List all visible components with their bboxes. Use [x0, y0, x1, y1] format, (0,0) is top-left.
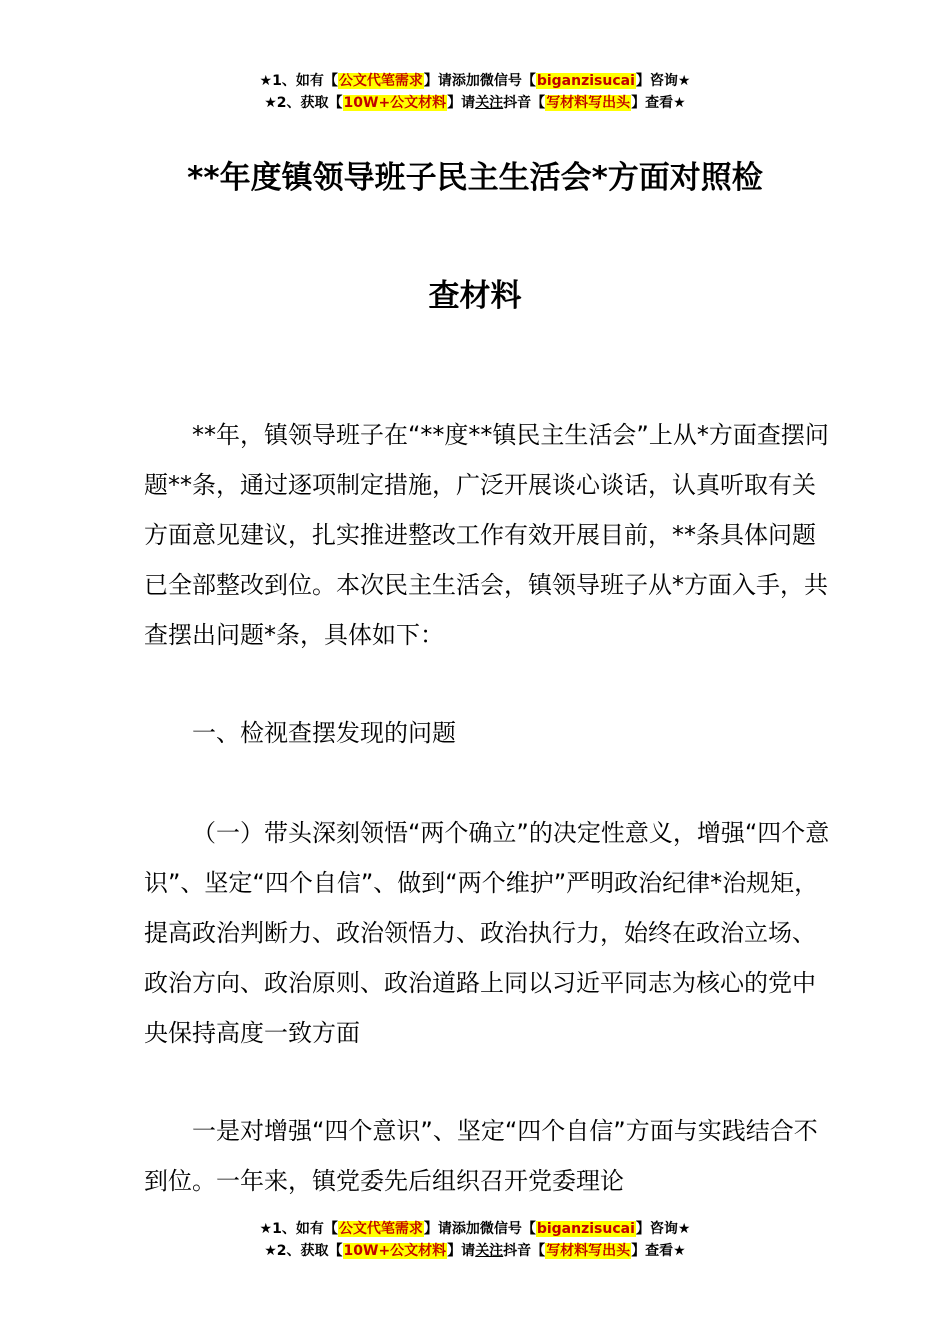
banner-text: 加	[465, 73, 480, 89]
banner-text: 】请	[447, 95, 476, 111]
paragraph-point-one	[144, 1106, 834, 1206]
highlight-text: 写材料写出头	[546, 95, 631, 111]
highlight-text: biganzisucai	[536, 1221, 635, 1237]
paragraph-text: （一）带头深刻领悟“两个确立”的决定性意义，增强“四个意识”、坚定“四个自信”、做到“两个维护”严明政治纪律*治规矩，提高政治判断力、政治领悟力、政治执行力，始终在政治立场、政治方向、政治原则、政治道路上同以习近平同志为核心的党中央保持高度一致方面	[144, 819, 830, 1047]
highlight-text: 写材料写出头	[546, 1243, 631, 1259]
banner-text: ★2、获取【	[264, 1243, 343, 1259]
document-title-line-2: 查材料	[428, 278, 522, 314]
heading-text: 一、检视查摆发现的问题	[192, 719, 456, 747]
highlight-text: biganzisucai	[536, 73, 635, 89]
banner-text: 抖音【	[503, 95, 546, 111]
banner-line-1	[0, 70, 950, 92]
highlight-text: 公文代笔需求	[338, 1221, 423, 1237]
banner-text: ★1、如有【	[259, 73, 338, 89]
banner-text: 】请添	[423, 73, 466, 89]
banner-text: 】请	[447, 1243, 476, 1259]
banner-text: 】咨询★	[635, 1221, 691, 1237]
banner-text: ★2、获取【	[264, 95, 343, 111]
paragraph-text: 一是对增强“四个意识”、坚定“四个自信”方面与实践结合不到位。一年来，镇党委先后组织召开党委理论	[144, 1117, 818, 1195]
banner-text: 抖音【	[503, 1243, 546, 1259]
banner-text: 】请添	[423, 1221, 466, 1237]
banner-text: 微信号【	[479, 1221, 536, 1237]
banner-text: 微信号【	[479, 73, 536, 89]
paragraph-subsection	[144, 808, 834, 1058]
banner-text: 】咨询★	[635, 73, 691, 89]
footer-banner	[0, 1218, 950, 1262]
banner-text: ★1、如有【	[259, 1221, 338, 1237]
banner-line-1	[0, 1218, 950, 1240]
highlight-text: 10W+公文材料	[343, 95, 447, 111]
banner-line-2	[0, 1240, 950, 1262]
document-title-line-1: **年度镇领导班子民主生活会*方面对照检	[187, 160, 763, 196]
banner-text: 关注	[475, 95, 504, 111]
banner-text: 】查看★	[631, 1243, 686, 1259]
banner-text: 关注	[475, 1243, 504, 1259]
section-heading	[144, 708, 834, 758]
paragraph-intro	[144, 410, 834, 660]
header-banner	[0, 70, 950, 114]
banner-text: 加	[465, 1221, 480, 1237]
highlight-text: 公文代笔需求	[338, 73, 423, 89]
highlight-text: 10W+公文材料	[343, 1243, 447, 1259]
paragraph-text: **年，镇领导班子在“**度**镇民主生活会”上从*方面查摆问题**条，通过逐项制定措施，广泛开展谈心谈话，认真听取有关方面意见建议，扎实推进整改工作有效开展目前，**条具体问题已全部整改到位。本次民主生活会，镇领导班子从*方面入手，共查摆出问题*条，具体如下：	[144, 421, 829, 649]
banner-line-2	[0, 92, 950, 114]
banner-text: 】查看★	[631, 95, 686, 111]
